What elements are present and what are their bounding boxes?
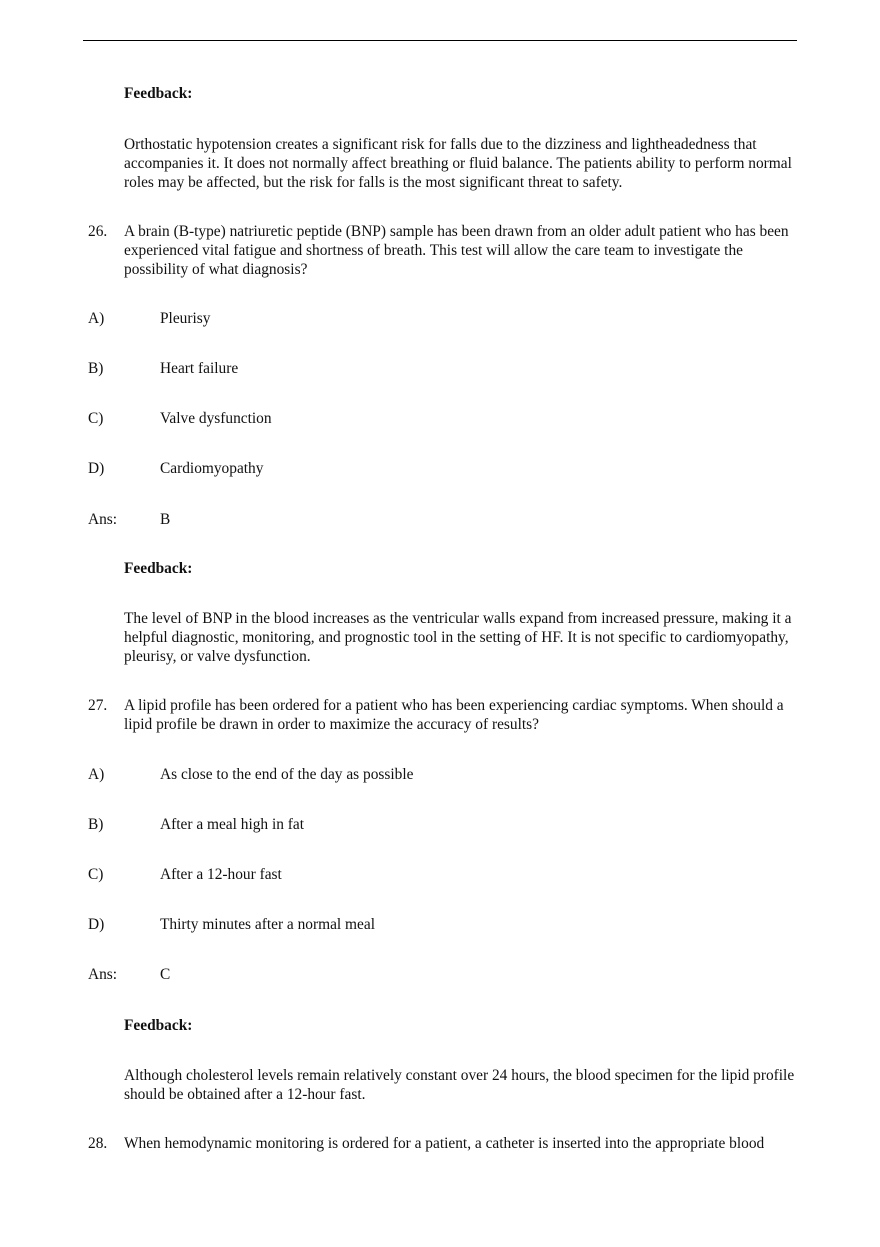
- option-text: As close to the end of the day as possible: [160, 766, 414, 783]
- question-text: A brain (B-type) natriuretic peptide (BNP) sample has been drawn from an older adult patient who has been experienced vital fatigue and shortness of breath. This test will allow the care team to investigate the possibility of what diagnosis?: [124, 223, 789, 278]
- question-number: 26.: [88, 223, 108, 240]
- option-letter: D): [88, 460, 105, 477]
- feedback-text: The level of BNP in the blood increases as the ventricular walls expand from increased pressure, making it a helpful diagnostic, monitoring, and prognostic tool in the setting of HF. It is not specific to cardiomyopathy, pleurisy, or valve dysfunction.: [124, 610, 792, 665]
- feedback-label: Feedback:: [124, 560, 193, 577]
- question-text: When hemodynamic monitoring is ordered for a patient, a catheter is inserted into the appropriate blood: [124, 1135, 765, 1152]
- option-letter: C): [88, 866, 104, 883]
- option-letter: B): [88, 360, 104, 377]
- feedback-text: Although cholesterol levels remain relatively constant over 24 hours, the blood specimen for the lipid profile should be obtained after a 12-hour fast.: [124, 1067, 795, 1103]
- answer-value: C: [160, 966, 171, 983]
- answer-value: B: [160, 511, 171, 528]
- option-letter: B): [88, 816, 104, 833]
- question-number: 27.: [88, 697, 108, 714]
- header-rule: [83, 40, 797, 41]
- option-text: After a 12-hour fast: [160, 866, 282, 883]
- feedback-label: Feedback:: [124, 85, 193, 102]
- option-text: Heart failure: [160, 360, 239, 377]
- question-text: A lipid profile has been ordered for a patient who has been experiencing cardiac symptoms. When should a lipid profile be drawn in order to maximize the accuracy of results?: [124, 697, 784, 733]
- answer-label: Ans:: [88, 966, 118, 983]
- option-letter: C): [88, 410, 104, 427]
- answer-label: Ans:: [88, 511, 118, 528]
- option-letter: D): [88, 916, 105, 933]
- question-number: 28.: [88, 1135, 108, 1152]
- option-text: Valve dysfunction: [160, 410, 272, 427]
- option-text: After a meal high in fat: [160, 816, 305, 833]
- option-text: Pleurisy: [160, 310, 211, 327]
- feedback-text: Orthostatic hypotension creates a significant risk for falls due to the dizziness and lightheadedness that accompanies it. It does not normally affect breathing or fluid balance. The patients ability to perform normal roles may be affected, but the risk for falls is the most significant threat to safety.: [124, 136, 792, 191]
- option-text: Cardiomyopathy: [160, 460, 264, 477]
- feedback-label: Feedback:: [124, 1017, 193, 1034]
- option-text: Thirty minutes after a normal meal: [160, 916, 375, 933]
- option-letter: A): [88, 310, 105, 327]
- option-letter: A): [88, 766, 105, 783]
